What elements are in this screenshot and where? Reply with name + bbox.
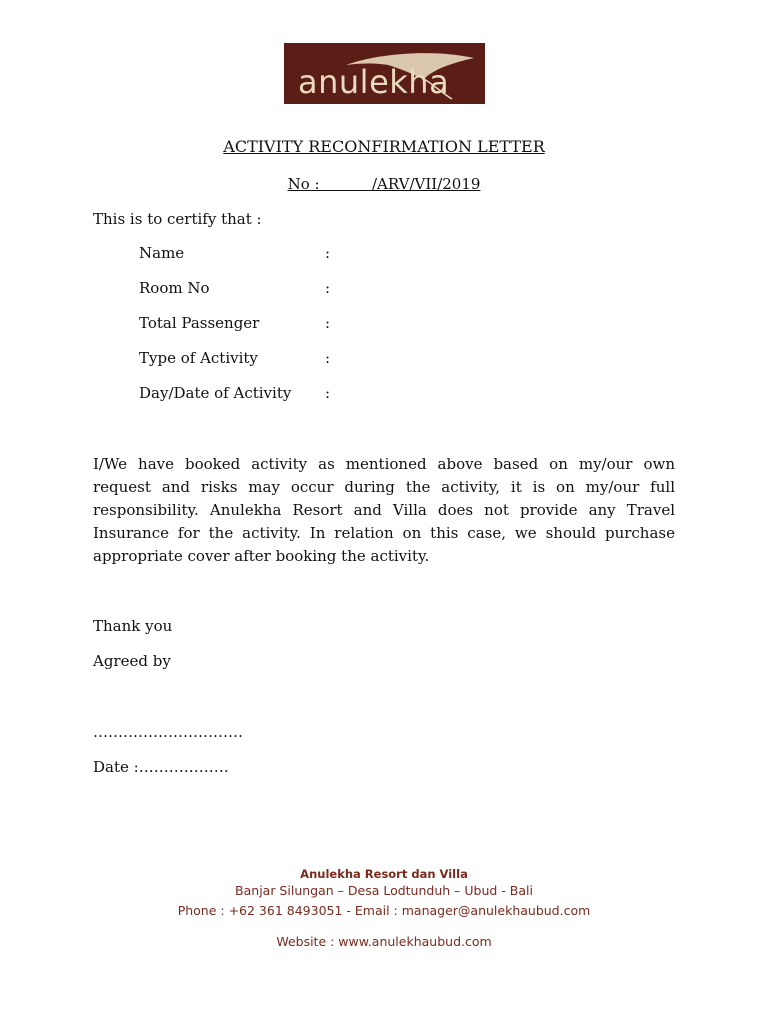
- field-label: Name: [139, 244, 185, 262]
- anulekha-logo: [284, 43, 485, 104]
- logo-wordmark: anulekha: [298, 63, 450, 101]
- intro-text: This is to certify that :: [93, 210, 262, 228]
- letter-number: No : /ARV/VII/2019: [287, 175, 481, 193]
- body-paragraph: I/We have booked activity as mentioned above based on my/our own request and risks may occur during the activity, it is on my/our full responsibility. Anulekha Resort and Villa does not provide any Travel Insurance for the activity. In relation on this case, we should purchase appropriate cover after booking the activity.: [93, 455, 675, 565]
- field-total-passenger: [139, 312, 330, 334]
- field-colon: :: [325, 314, 331, 332]
- field-label: Type of Activity: [139, 349, 258, 367]
- field-name: [139, 242, 330, 264]
- field-label: Total Passenger: [139, 314, 260, 332]
- field-type-of-activity: [139, 347, 330, 369]
- letter-title: ACTIVITY RECONFIRMATION LETTER: [223, 137, 545, 156]
- date-line: Date :………………: [93, 758, 229, 776]
- field-day-date-of-activity: [139, 382, 330, 404]
- field-colon: :: [325, 279, 331, 297]
- footer-address: Banjar Silungan – Desa Lodtunduh – Ubud - Bali: [235, 883, 533, 898]
- signature-line: …………………………: [93, 723, 243, 741]
- field-colon: :: [325, 244, 331, 262]
- footer-contact: Phone : +62 361 8493051 - Email : manager@anulekhaubud.com: [177, 903, 591, 918]
- thank-you-text: Thank you: [93, 617, 173, 635]
- footer-company: Anulekha Resort dan Villa: [300, 867, 468, 881]
- field-room-no: [139, 277, 330, 299]
- field-label: Room No: [139, 279, 210, 297]
- footer-website: Website : www.anulekhaubud.com: [276, 934, 492, 949]
- field-colon: :: [325, 349, 331, 367]
- field-label: Day/Date of Activity: [139, 384, 292, 402]
- field-colon: :: [325, 384, 331, 402]
- agreed-by-text: Agreed by: [93, 652, 171, 670]
